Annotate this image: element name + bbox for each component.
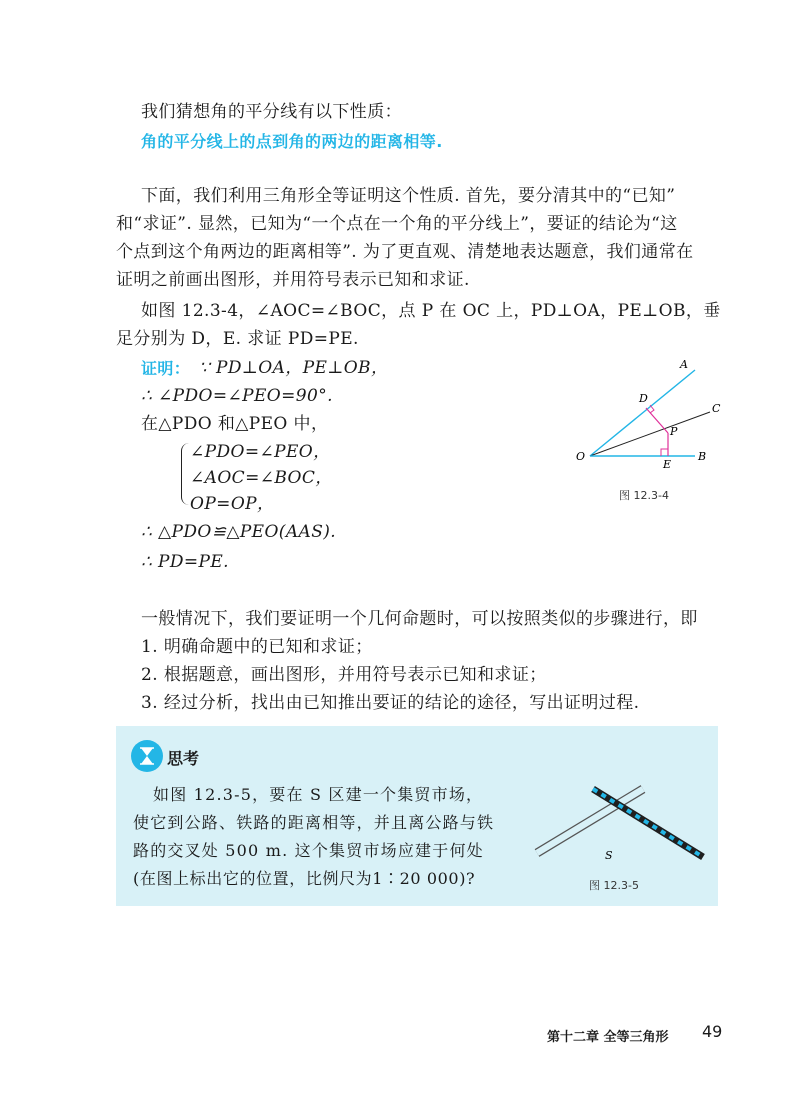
think-line-2: 使它到公路、铁路的距离相等，并且离公路与铁 <box>133 813 495 832</box>
figure-angle-bisector <box>560 350 730 500</box>
page-number: 49 <box>702 1022 723 1041</box>
label-b: B <box>698 450 707 463</box>
example-line-1: 如图 12.3-4，∠AOC=∠BOC，点 P 在 OC 上，PD⊥OA，PE⊥OB，垂 <box>141 301 721 321</box>
general-step-2: 2. 根据题意，画出图形，并用符号表示已知和求证； <box>141 665 547 685</box>
figure-caption-12-3-5: 图 12.3-5 <box>589 879 639 892</box>
property-statement: 角的平分线上的点到角的两边的距离相等. <box>141 132 443 151</box>
proof-condition-3: OP=OP， <box>190 494 275 514</box>
hourglass-icon <box>131 740 163 772</box>
segment-pd <box>646 408 668 433</box>
right-angle-d <box>650 405 654 413</box>
proof-intro: 在△PDO 和△PEO 中， <box>141 414 329 434</box>
think-line-1: 如图 12.3-5，要在 S 区建一个集贸市场， <box>153 785 484 804</box>
example-line-2: 足分别为 D，E. 求证 PD=PE. <box>116 329 359 349</box>
label-a: A <box>680 358 688 371</box>
proof-condition-1: ∠PDO=∠PEO， <box>190 442 331 462</box>
proof-therefore-2: ∴ △PDO≌△PEO(AAS). <box>141 522 337 542</box>
think-line-4: (在图上标出它的位置，比例尺为1∶20 000)? <box>133 869 476 888</box>
think-icon <box>131 740 163 772</box>
ray-oc <box>590 412 710 456</box>
label-c: C <box>712 402 721 415</box>
label-e: E <box>663 458 672 471</box>
label-o: O <box>576 450 586 463</box>
think-line-3: 路的交叉处 500 m. 这个集贸市场应建于何处 <box>133 841 484 860</box>
label-d: D <box>639 392 648 405</box>
para1-line-2: 和“求证”. 显然，已知为“一个点在一个角的平分线上”，要证的结论为“这 <box>116 214 678 234</box>
ray-oa <box>590 370 695 456</box>
proof-therefore-1: ∴ ∠PDO=∠PEO=90°. <box>141 386 333 406</box>
figure-road-railway <box>525 775 715 875</box>
general-step-3: 3. 经过分析，找出由已知推出要证的结论的途径，写出证明过程. <box>141 693 640 713</box>
intro-line: 我们猜想角的平分线有以下性质： <box>141 102 402 122</box>
proof-label: 证明： <box>141 359 191 378</box>
label-p: P <box>670 425 678 438</box>
label-s: S <box>605 849 613 862</box>
think-title: 思考 <box>167 749 200 768</box>
para1-line-3: 个点到这个角两边的距离相等”. 为了更直观、清楚地表达题意，我们通常在 <box>116 242 694 262</box>
general-intro: 一般情况下，我们要证明一个几何命题时，可以按照类似的步骤进行，即 <box>141 609 698 629</box>
right-angle-e <box>661 449 668 456</box>
para1-line-4: 证明之前画出图形，并用符号表示已知和求证. <box>116 270 470 290</box>
proof-condition-2: ∠AOC=∠BOC， <box>190 468 333 488</box>
proof-therefore-3: ∴ PD=PE. <box>141 552 229 572</box>
footer-chapter: 第十二章 全等三角形 <box>547 1030 669 1045</box>
figure-caption-12-3-4: 图 12.3-4 <box>619 489 669 502</box>
para1-line-1: 下面，我们利用三角形全等证明这个性质. 首先，要分清其中的“已知” <box>141 186 676 206</box>
general-step-1: 1. 明确命题中的已知和求证； <box>141 637 373 657</box>
proof-because: ∵ PD⊥OA，PE⊥OB， <box>199 358 389 378</box>
road <box>537 789 643 853</box>
